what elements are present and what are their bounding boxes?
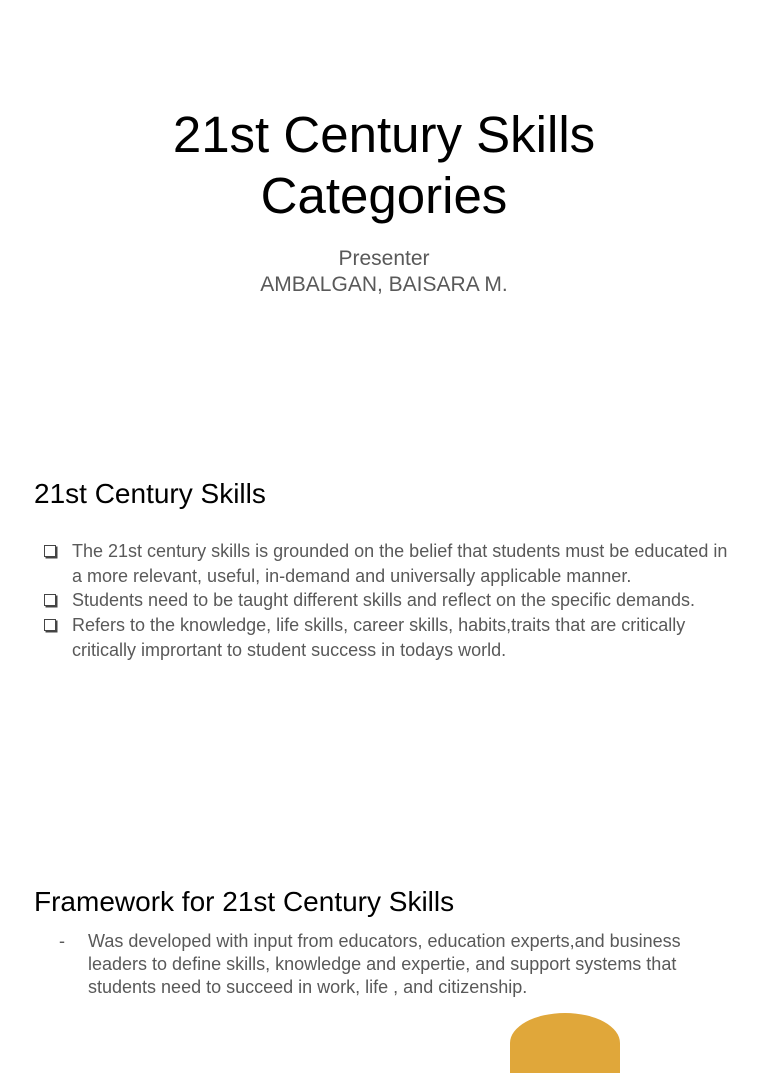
framework-bullet-list <box>0 930 768 999</box>
slide-title <box>0 104 768 226</box>
slide-subtitle <box>0 246 768 298</box>
checkbox-bullet-icon <box>44 619 56 631</box>
list-item <box>0 588 768 613</box>
checkbox-bullet-icon <box>44 594 56 606</box>
title-slide <box>0 0 768 420</box>
decorative-circle-shape <box>510 1013 620 1073</box>
bullet-text: Students need to be taught different skills and reflect on the specific demands. <box>72 590 696 611</box>
bullet-text: Refers to the knowledge, life skills, career skills, habits,traits that are critically critically imprortant to student success in todays world. <box>72 615 686 660</box>
subtitle-presenter-name: AMBALGAN, BAISARA M. <box>260 273 508 296</box>
bullet-text: Was developed with input from educators, education experts,and business leaders to define skills, knowledge and expertie, and support systems that students need to succeed in work, life , and citizenship. <box>88 931 681 997</box>
skills-bullet-list <box>0 539 768 663</box>
bullet-text: The 21st century skills is grounded on the belief that students must be educated in a more relevant, useful, in-demand and universally applicable manner. <box>72 541 728 586</box>
subtitle-presenter-label: Presenter <box>338 247 430 270</box>
skills-heading: 21st Century Skills <box>34 478 266 509</box>
title-line-1: 21st Century Skills <box>172 106 596 163</box>
list-item <box>0 539 768 588</box>
list-item <box>0 930 768 999</box>
title-line-2: Categories <box>260 167 508 224</box>
list-item <box>0 613 768 662</box>
checkbox-bullet-icon <box>44 545 56 557</box>
framework-heading: Framework for 21st Century Skills <box>34 886 455 917</box>
dash-bullet-icon: - <box>59 931 65 951</box>
